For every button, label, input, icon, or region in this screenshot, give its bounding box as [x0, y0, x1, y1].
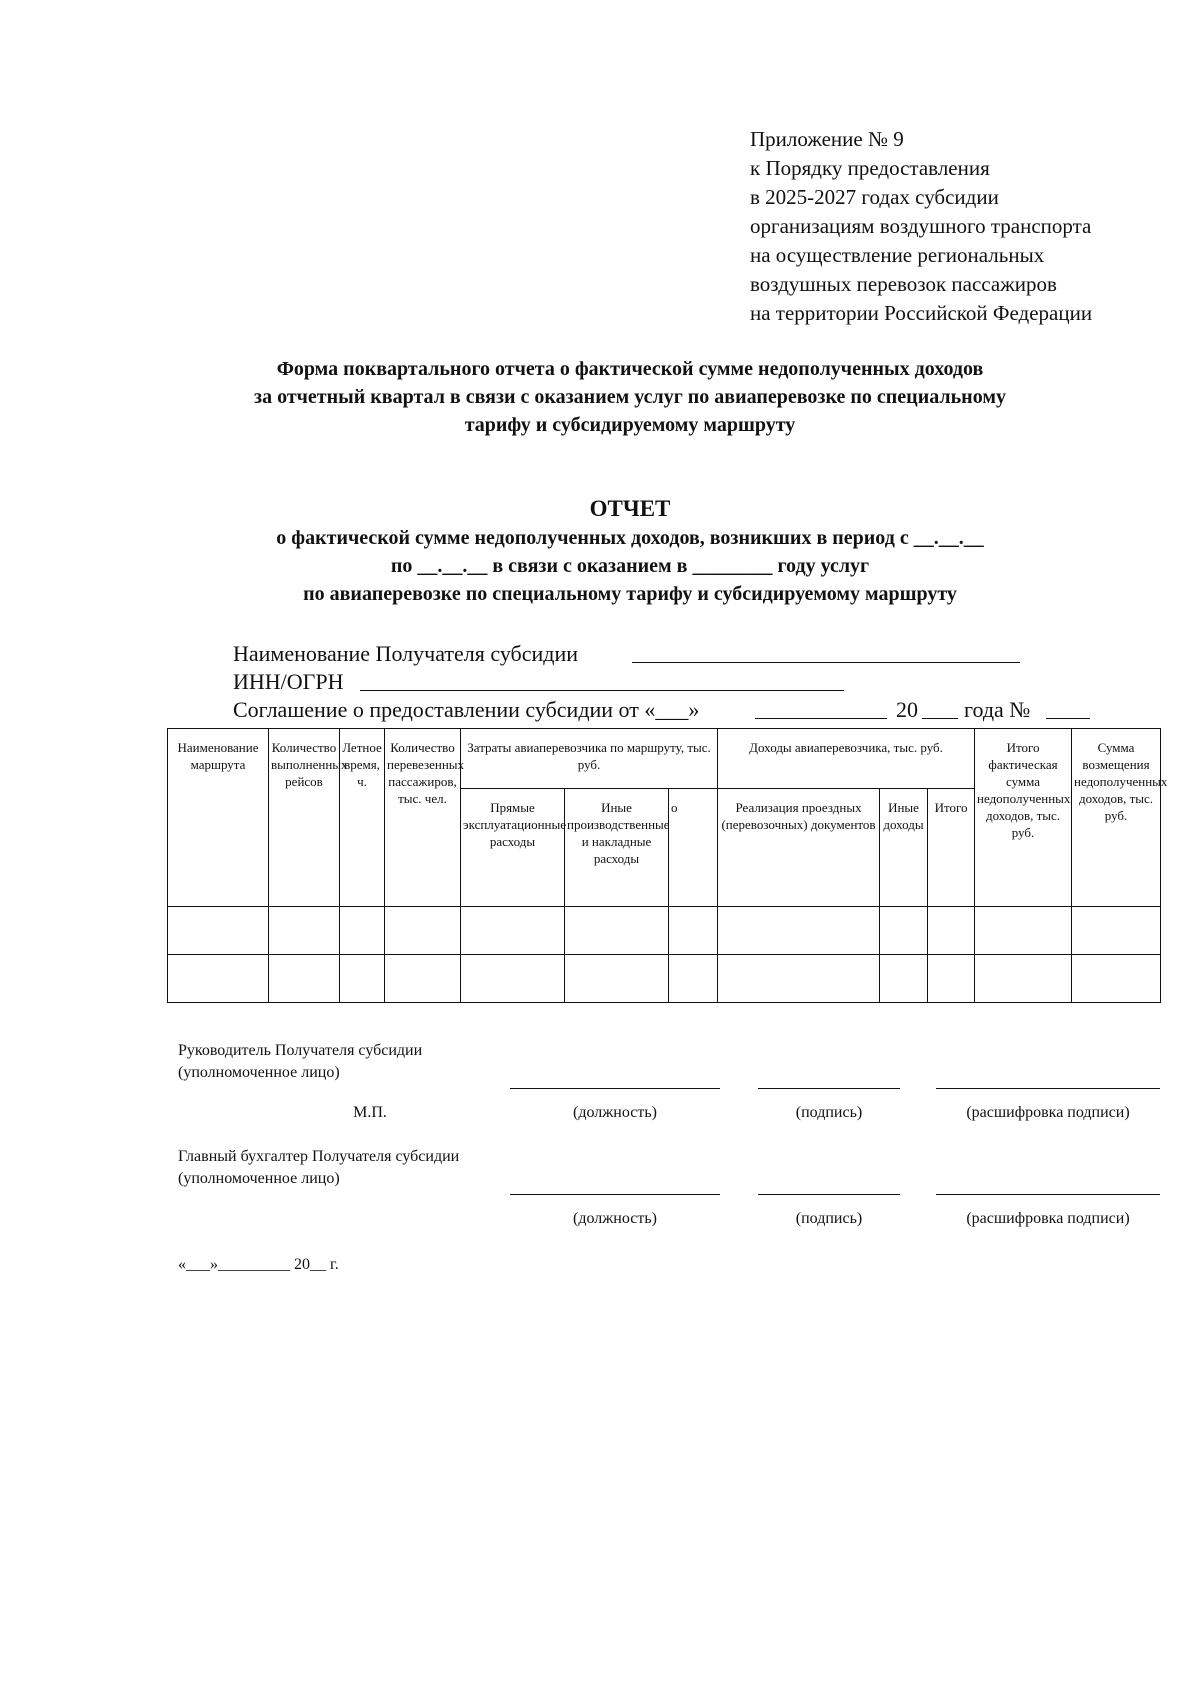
table-cell[interactable]	[1072, 955, 1161, 1003]
agreement-year-line[interactable]	[922, 718, 958, 719]
table-cell[interactable]	[669, 907, 718, 955]
header-income-tickets: Реализация проездных (перевозочных) документов	[718, 789, 880, 907]
table-cell[interactable]	[385, 955, 461, 1003]
report-title: ОТЧЕТ	[589, 496, 671, 521]
date-line: «___»_________ 20__ г.	[178, 1256, 339, 1273]
table-cell[interactable]	[718, 955, 880, 1003]
position-caption: (должность)	[573, 1210, 657, 1227]
table-cell[interactable]	[340, 907, 385, 955]
accountant-position-line[interactable]	[510, 1194, 720, 1195]
header-flights-count: Количество выполненных рейсов	[269, 729, 340, 907]
head-position-line[interactable]	[510, 1088, 720, 1089]
appendix-line: на осуществление региональных	[750, 243, 1045, 267]
accountant-label-line: (уполномоченное лицо)	[178, 1170, 340, 1187]
signature-caption: (подпись)	[795, 1104, 863, 1121]
header-costs-total: о	[669, 789, 718, 907]
table-cell[interactable]	[928, 907, 975, 955]
form-title-line: Форма поквартального отчета о фактической сумме недополученных доходов	[276, 358, 984, 380]
head-decoding-line[interactable]	[936, 1088, 1160, 1089]
agreement-label: Соглашение о предоставлении субсидии от «___»	[233, 697, 700, 722]
head-label	[178, 1040, 422, 1084]
appendix-line: к Порядку предоставления	[750, 156, 990, 180]
header-costs-direct: Прямые эксплуатационные расходы	[461, 789, 565, 907]
position-caption: (должность)	[573, 1104, 657, 1121]
agreement-date-line[interactable]	[755, 718, 887, 719]
header-costs-other: Иные производственные и накладные расходы	[565, 789, 669, 907]
agreement-year-prefix: 20	[896, 697, 918, 722]
report-subtitle-line: по авиаперевозке по специальному тарифу и субсидируемому маршруту	[303, 583, 957, 605]
table-cell[interactable]	[928, 955, 975, 1003]
header-actual-shortfall: Итого фактическая сумма недополученных доходов, тыс. руб.	[975, 729, 1072, 907]
header-passengers: Количество перевезенных пассажиров, тыс. чел.	[385, 729, 461, 907]
header-compensation: Сумма возмещения недополученных доходов, тыс. руб.	[1072, 729, 1161, 907]
table-cell[interactable]	[1072, 907, 1161, 955]
inn-label: ИНН/ОГРН	[233, 669, 344, 694]
report-table	[167, 728, 1168, 1003]
decoding-caption: (расшифровка подписи)	[966, 1210, 1130, 1227]
accountant-label	[178, 1146, 459, 1190]
signature-caption: (подпись)	[795, 1210, 863, 1227]
head-label-line: (уполномоченное лицо)	[178, 1064, 340, 1081]
form-title-line: за отчетный квартал в связи с оказанием услуг по авиаперевозке по специальному	[254, 386, 1006, 408]
accountant-decoding-line[interactable]	[936, 1194, 1160, 1195]
table-cell[interactable]	[669, 955, 718, 1003]
header-income-other: Иные доходы	[880, 789, 928, 907]
table-cell[interactable]	[168, 955, 269, 1003]
table-cell[interactable]	[880, 955, 928, 1003]
table-cell[interactable]	[880, 907, 928, 955]
appendix-line: Приложение № 9	[750, 127, 904, 151]
agreement-year-suffix: года №	[964, 697, 1031, 722]
report-subtitle	[150, 524, 1110, 608]
header-income-total: Итого	[928, 789, 975, 907]
decoding-caption: (расшифровка подписи)	[966, 1104, 1130, 1121]
appendix-line: на территории Российской Федерации	[750, 301, 1093, 325]
form-title	[150, 355, 1110, 439]
header-costs-group: Затраты авиаперевозчика по маршруту, тыс. руб.	[461, 729, 718, 789]
table-cell[interactable]	[718, 907, 880, 955]
accountant-label-line: Главный бухгалтер Получателя субсидии	[178, 1148, 460, 1165]
report-subtitle-line: по __.__.__ в связи с оказанием в ________ году услуг	[390, 555, 870, 577]
accountant-signature-line[interactable]	[758, 1194, 900, 1195]
head-label-line: Руководитель Получателя субсидии	[178, 1042, 423, 1059]
table-cell[interactable]	[340, 955, 385, 1003]
table-cell[interactable]	[461, 955, 565, 1003]
appendix-line: воздушных перевозок пассажиров	[750, 272, 1057, 296]
header-route-name: Наименование маршрута	[168, 729, 269, 907]
appendix-line: организациям воздушного транспорта	[750, 214, 1092, 238]
table-cell[interactable]	[565, 907, 669, 955]
table-cell[interactable]	[461, 907, 565, 955]
table-cell[interactable]	[975, 907, 1072, 955]
table-cell[interactable]	[975, 955, 1072, 1003]
table-cell[interactable]	[269, 955, 340, 1003]
table-row	[168, 907, 1161, 955]
recipient-input-line[interactable]	[632, 662, 1020, 663]
appendix-block	[750, 125, 1092, 328]
form-title-line: тарифу и субсидируемому маршруту	[464, 414, 796, 436]
table-cell[interactable]	[385, 907, 461, 955]
header-flight-time: Летное время, ч.	[340, 729, 385, 907]
head-signature-line[interactable]	[758, 1088, 900, 1089]
inn-input-line[interactable]	[360, 690, 844, 691]
appendix-line: в 2025-2027 годах субсидии	[750, 185, 999, 209]
table-cell[interactable]	[168, 907, 269, 955]
report-subtitle-line: о фактической сумме недополученных доходов, возникших в период с __.__.__	[276, 527, 984, 549]
header-income-group: Доходы авиаперевозчика, тыс. руб.	[718, 729, 975, 789]
recipient-label: Наименование Получателя субсидии	[233, 641, 579, 666]
table-cell[interactable]	[565, 955, 669, 1003]
table-row	[168, 955, 1161, 1003]
agreement-number-line[interactable]	[1046, 718, 1090, 719]
table-cell[interactable]	[269, 907, 340, 955]
stamp-label: М.П.	[353, 1104, 387, 1121]
